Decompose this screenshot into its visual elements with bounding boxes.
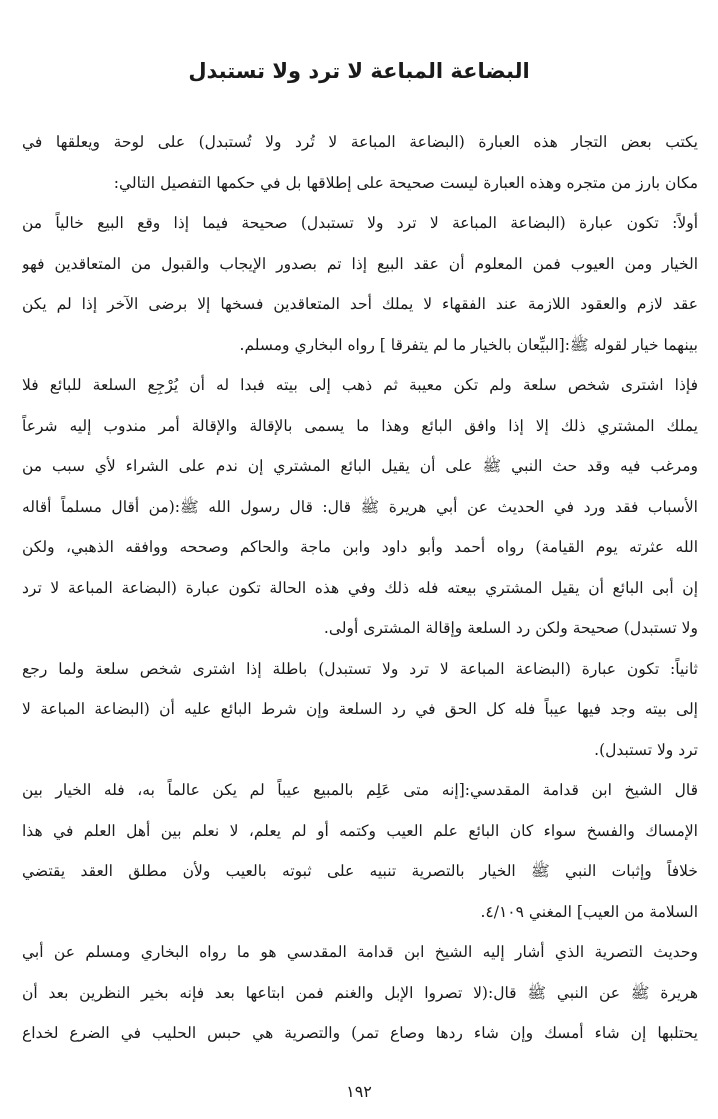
text-line: فإذا اشترى شخص سلعة ولم تكن معيبة ثم ذهب إلى بيته فبدا له أن يُرْجِع السلعة للبائع فلا [22,376,698,394]
text-line: إلى بيته وجد فيها عيباً فله كل الحق في رد السلعة وإن شرط البائع عليه أن (البضاعة المباعة لا [22,700,698,718]
text-line: الخيار ومن العيوب فمن المعلوم أن عقد البيع إذا تم بصدور الإيجاب والقبول من المتعاقدين فهو [22,254,698,273]
text-line: مكان بارز من متجره وهذه العبارة ليست صحيحة على إطلاقها بل في حكمها التفصيل التالي: [113,173,698,192]
body-text [22,122,698,1054]
text-line: الإمساك والفسخ سواء كان البائع علم العيب وكتمه أو لم يعلم، لا نعلم بين أهل العلم في هذا [22,821,698,840]
page-number: ١٩٢ [346,1082,372,1101]
text-line: ثانياً: تكون عبارة (البضاعة المباعة لا ترد ولا تستبدل) باطلة إذا اشترى شخص سلعة ولما رجع [22,659,698,678]
text-line: ومرغب فيه وقد حث النبي ﷺ على أن يقيل البائع المشتري إن ندم على الشراء لأي سبب من [22,457,698,475]
text-line: يحتلبها إن شاء أمسك وإن شاء ردها وصاع تمر) والتصرية هي حبس الحليب في الضرع لخداع [22,1024,698,1042]
text-line: يملك المشتري ذلك إلا إذا وافق البائع وهذا ما يسمى بالإقالة والإقالة أمر مندوب إليه شرعاً [22,416,698,435]
page-title: البضاعة المباعة لا ترد ولا تستبدل [188,59,530,83]
text-line: إن أبى البائع أن يقيل المشتري بيعته فله ذلك وفي هذه الحالة تكون عبارة (البضاعة المباعة لا ترد [22,578,698,597]
text-line: خلافاً وإثبات النبي ﷺ الخيار بالتصرية تنبيه على ثبوته بالعيب ولأن مطلق العقد يقتضي [22,862,698,880]
text-line: هريرة ﷺ عن النبي ﷺ قال:(لا تصروا الإبل والغنم فمن ابتاعها بعد فإنه بخير النظرين بعد أن [22,983,698,1002]
text-line: السلامة من العيب] المغني ٤/١٠٩. [480,902,698,921]
text-line: قال الشيخ ابن قدامة المقدسي:[إنه متى عَلِم بالمبيع عيباً لم يكن عالماً به، فله الخيار بين [22,781,698,799]
text-line: عقد لازم والعقود اللازمة عند الفقهاء لا يملك أحد المتعاقدين فسخها إلا برضى الآخر إذا لم يكن [22,295,698,313]
text-line: يكتب بعض التجار هذه العبارة (البضاعة المباعة لا تُرد ولا تُستبدل) على لوحة ويعلقها في [22,133,698,151]
text-line: أولاً: تكون عبارة (البضاعة المباعة لا ترد ولا تستبدل) صحيحة فيما إذا وقع البيع خالياً من [22,214,698,232]
text-line: ترد ولا تستبدل). [594,740,698,759]
text-line: ولا تستبدل) صحيحة ولكن رد السلعة وإقالة المشترى أولى. [323,619,698,637]
text-line: الأسباب فقد ورد في الحديث عن أبي هريرة ﷺ قال: قال رسول الله ﷺ:(من أقال مسلماً أقاله [22,497,698,516]
text-line: الله عثرته يوم القيامة) رواه أحمد وأبو داود وابن ماجة والحاكم وصححه ووافقه الذهبي، ولكن [22,538,698,556]
text-line: بينهما خيار لقوله ﷺ:[البيِّعان بالخيار ما لم يتفرقا ] رواه البخاري ومسلم. [239,335,698,354]
text-line: وحديث التصرية الذي أشار إليه الشيخ ابن قدامة المقدسي هو ما رواه البخاري ومسلم عن أبي [22,943,698,961]
